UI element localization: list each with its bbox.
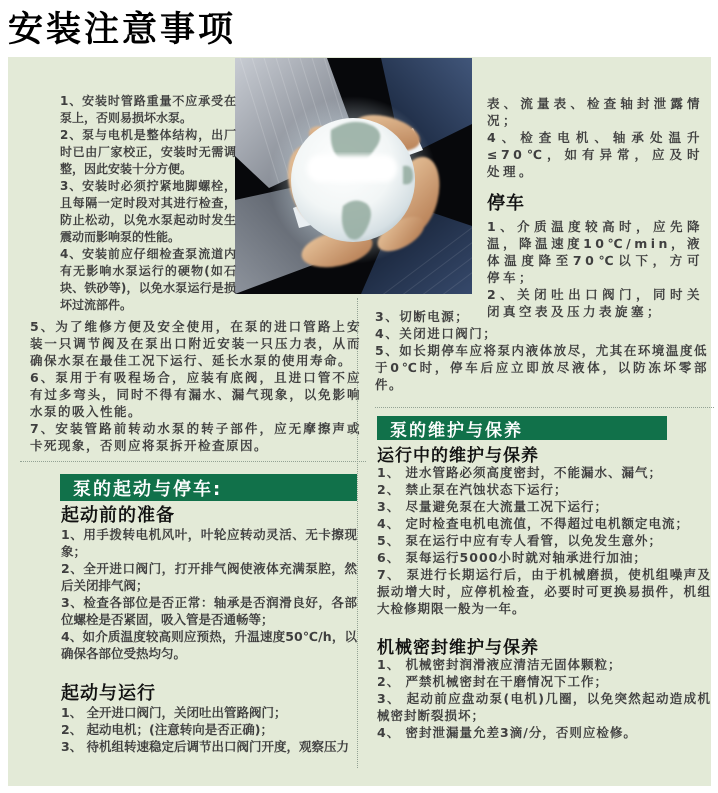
install-note-4: 4、安装前应仔细检查泵流道内有无影响水泵运行的硬物(如石块、铁砂等)，以免水泵运行是损坏过流部件。 (60, 247, 236, 312)
running-item-2: 2、 禁止泵在汽蚀状态下运行； (377, 482, 568, 497)
stop-note-1: 1、介质温度较高时，应先降温，降温速度10℃/min，液体温度降至70℃以下，方可停车； (487, 219, 703, 285)
maintenance-section-header-label: 泵的维护与保养 (390, 420, 523, 441)
prep-subsection-title: 起动前的准备 (61, 505, 175, 526)
maintenance-section-divider (375, 407, 714, 408)
install-notes-bottom (30, 318, 361, 454)
running-item-6: 6、 泵每运行5000小时就对轴承进行加油； (377, 550, 647, 565)
install-note-3: 3、安装时必须拧紧地脚螺栓，且每隔一定时段对其进行检查，防止松动，以免水泵起动时发生震动而影响泵的性能。 (60, 179, 236, 244)
install-notes-top (60, 93, 236, 314)
stop-note-3: 3、切断电源； (375, 309, 470, 324)
run-subsection-title: 起动与运行 (61, 683, 156, 704)
running-maintenance-items (377, 464, 711, 617)
run-items (61, 704, 363, 755)
running-item-3: 3、 尽量避免泵在大流量工况下运行； (377, 499, 609, 514)
running-item-7: 7、 泵进行长期运行后，由于机械磨损，使机组噪声及振动增大时，应停机检查，必要时可更换易损件，机组大检修期限一般为一年。 (377, 567, 711, 616)
stop-note-2: 2、关闭吐出口阀门，同时关闭真空表及压力表旋塞； (487, 287, 703, 319)
maintenance-section-header (377, 416, 667, 440)
install-note-1: 1、安装时管路重量不应承受在泵上，否则易损坏水泵。 (60, 94, 236, 125)
column-divider (357, 298, 358, 768)
run-item-3: 3、 待机组转速稳定后调节出口阀门开度，观察压力 (61, 739, 350, 754)
install-note-5: 5、为了维修方便及安全使用，在泵的进口管路上安装一只调节阀及在泵出口附近安装一只压力表，从而确保水泵在最佳工况下运行、延长水泵的使用寿命。 (30, 319, 361, 368)
startup-section-divider (20, 461, 366, 462)
stop-note-4: 4、关闭进口阀门； (375, 326, 498, 341)
seal-item-2: 2、 严禁机械密封在干磨情况下工作； (377, 674, 609, 689)
page-title: 安装注意事项 (8, 10, 237, 50)
install-note-6: 6、泵用于有吸程场合，应装有底阀，且进口管不应有过多弯头，同时不得有漏水、漏气现象，以免影响水泵的吸入性能。 (30, 370, 361, 419)
prep-item-2: 2、全开进口阀门，打开排气阀使液体充满泵腔，然后关闭排气阀； (61, 561, 357, 593)
seal-maintenance-title: 机械密封维护与保养 (377, 638, 539, 658)
prep-item-3: 3、检查各部位是否正常：轴承是否润滑良好，各部位螺栓是否紧固，吸入管是否通畅等； (61, 595, 357, 627)
prep-item-4: 4、如介质温度较高则应预热，升温速度50℃/h，以确保各部位受热均匀。 (61, 629, 357, 661)
seal-item-4: 4、 密封泄漏量允差3滴/分，否则应检修。 (377, 725, 637, 740)
startup-section-header-label: 泵的起动与停车: (73, 478, 223, 500)
run-item-1: 1、 全开进口阀门，关闭吐出管路阀门； (61, 705, 287, 720)
operation-note-continued: 表、流量表、检查轴封泄露情况； (487, 96, 703, 128)
operation-note-4: 4、检查电机、轴承处温升≤70℃，如有异常，应及时处理。 (487, 130, 703, 179)
operation-notes-top (487, 95, 703, 320)
install-note-7: 7、安装管路前转动水泵的转子部件，应无摩擦声或卡死现象，否则应将泵拆开检查原因。 (30, 421, 361, 453)
run-item-2: 2、 起动电机；(注意转向是否正确)； (61, 722, 273, 737)
install-note-2: 2、泵与电机是整体结构，出厂时已由厂家校正，安装时无需调整，因此安装十分方便。 (60, 128, 236, 176)
seal-maintenance-items (377, 656, 711, 741)
prep-items (61, 526, 357, 662)
stop-notes-bottom (375, 308, 708, 393)
hands-around-globe-photo (235, 58, 472, 294)
seal-item-3: 3、 起动前应盘动泵(电机)几圈，以免突然起动造成机械密封断裂损坏； (377, 691, 711, 723)
content-panel (8, 57, 711, 786)
startup-section-header (60, 474, 357, 501)
stop-section-title: 停车 (487, 193, 525, 214)
running-item-5: 5、 泵在运行中应有专人看管，以免发生意外； (377, 533, 663, 548)
running-item-4: 4、 定时检查电机电流值，不得超过电机额定电流； (377, 516, 690, 531)
running-maintenance-title: 运行中的维护与保养 (377, 446, 539, 466)
stop-note-5: 5、如长期停车应将泵内液体放尽，尤其在环境温度低于0℃时，停车后应立即放尽液体，以防冻坏零部件。 (375, 343, 708, 392)
seal-item-1: 1、 机械密封润滑液应清洁无固体颗粒； (377, 657, 622, 672)
running-item-1: 1、 进水管路必须高度密封，不能漏水、漏气； (377, 465, 663, 480)
prep-item-1: 1、用手拨转电机风叶，叶轮应转动灵活、无卡擦现象； (61, 527, 357, 559)
